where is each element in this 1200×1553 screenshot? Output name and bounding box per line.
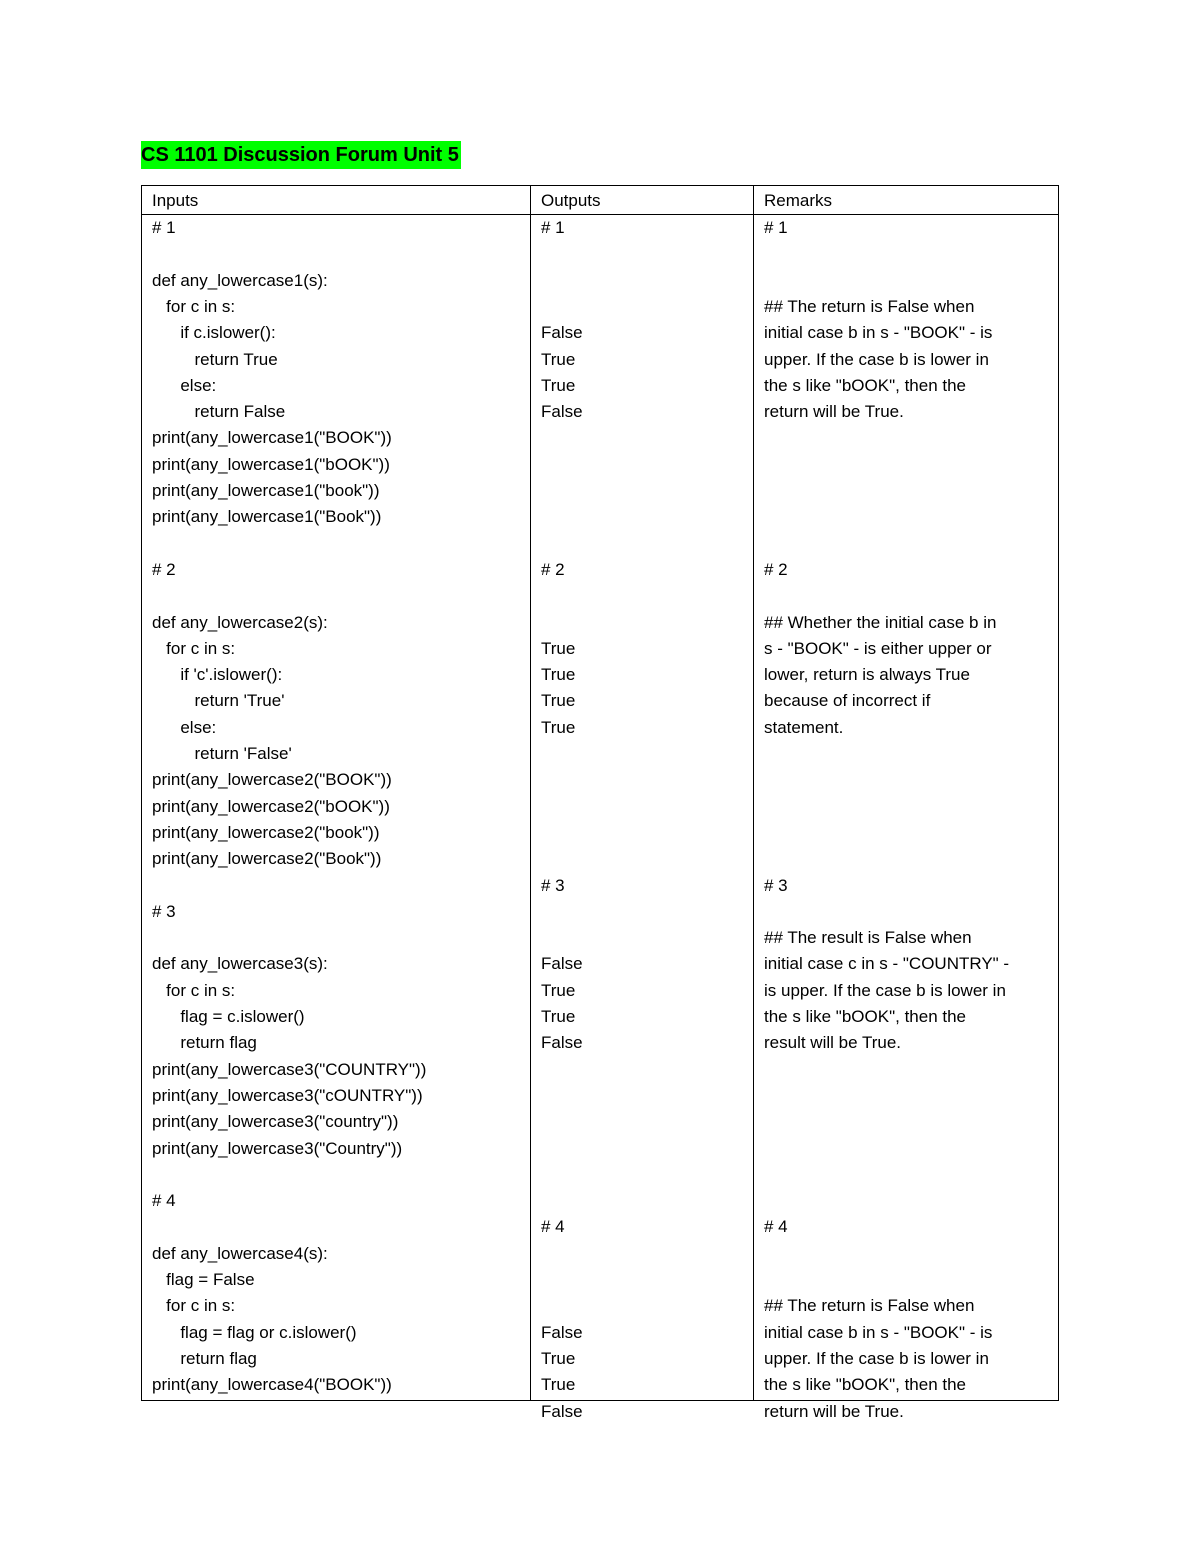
output-line: # 2 [541, 559, 565, 579]
input-code-line: if c.islower(): [152, 323, 276, 343]
input-code-line: print(any_lowercase3("Country")) [152, 1138, 403, 1158]
input-code-line: print(any_lowercase4("BOOK")) [152, 1375, 392, 1395]
remark-line: the s like "bOOK", then the [764, 1007, 967, 1026]
output-line: True [541, 1375, 576, 1395]
remark-line: # 1 [764, 218, 788, 237]
output-line: True [541, 980, 576, 1000]
input-code-line: print(any_lowercase1("Book")) [152, 507, 382, 527]
input-code-line: print(any_lowercase2("bOOK")) [152, 796, 390, 816]
input-code-line: print(any_lowercase2("Book")) [152, 849, 382, 869]
output-line: # 4 [541, 1217, 565, 1237]
input-code-line: return flag [152, 1348, 257, 1368]
input-code-line: # 4 [152, 1191, 176, 1211]
input-code-line: if 'c'.islower(): [152, 665, 283, 685]
remark-line: ## The return is False when [764, 1296, 975, 1316]
document-title: CS 1101 Discussion Forum Unit 5 [141, 141, 461, 169]
remark-line: initial case c in s - "COUNTRY" - [764, 954, 1010, 974]
output-line: True [541, 638, 576, 658]
input-code-line: print(any_lowercase3("cOUNTRY")) [152, 1085, 423, 1105]
remark-line: lower, return is always True [764, 665, 970, 685]
input-code-line: return False [152, 402, 286, 422]
remark-line: upper. If the case b is lower in [764, 1348, 989, 1368]
input-code-line: for c in s: [152, 980, 236, 1000]
remark-line: ## Whether the initial case b in [764, 612, 997, 632]
column-divider [753, 186, 754, 1400]
remark-line: the s like "bOOK", then the [764, 1375, 967, 1395]
header-remarks: Remarks [764, 191, 833, 210]
input-code-line: print(any_lowercase1("bOOK")) [152, 454, 390, 474]
remark-line: initial case b in s - "BOOK" - is [764, 1322, 993, 1342]
input-code-line: for c in s: [152, 1296, 236, 1316]
output-line: True [541, 691, 576, 711]
remark-line: # 2 [764, 559, 788, 579]
remark-line: is upper. If the case b is lower in [764, 980, 1006, 1000]
input-code-line: print(any_lowercase3("COUNTRY")) [152, 1059, 427, 1079]
header-outputs: Outputs [541, 191, 601, 210]
input-code-line: return 'True' [152, 691, 285, 711]
input-code-line: else: [152, 375, 217, 395]
input-code-line: for c in s: [152, 638, 236, 658]
input-code-line: return True [152, 349, 278, 369]
input-code-line: def any_lowercase4(s): [152, 1243, 328, 1263]
remark-line: return will be True. [764, 402, 904, 422]
input-code-line: def any_lowercase3(s): [152, 954, 328, 974]
output-line: False [541, 1322, 583, 1342]
input-code-line: flag = False [152, 1270, 255, 1289]
output-line: True [541, 349, 576, 369]
output-line: True [541, 665, 576, 685]
remark-line: ## The result is False when [764, 928, 972, 948]
input-code-line: def any_lowercase2(s): [152, 612, 328, 632]
remark-line: ## The return is False when [764, 296, 975, 316]
remark-line: the s like "bOOK", then the [764, 375, 967, 395]
remark-line: initial case b in s - "BOOK" - is [764, 323, 993, 343]
input-code-line: # 3 [152, 901, 176, 921]
output-line: False [541, 323, 583, 343]
input-code-line: print(any_lowercase1("book")) [152, 481, 380, 500]
output-line: True [541, 717, 576, 737]
header-inputs: Inputs [152, 191, 199, 210]
output-line: False [541, 1033, 583, 1053]
remark-line: because of incorrect if [764, 691, 931, 711]
input-code-line: # 1 [152, 218, 176, 237]
input-code-line: flag = flag or c.islower() [152, 1322, 357, 1342]
input-code-line: # 2 [152, 559, 176, 579]
remark-line: result will be True. [764, 1033, 901, 1053]
output-line: False [541, 1401, 583, 1421]
output-line: True [541, 1007, 576, 1026]
input-code-line: print(any_lowercase1("BOOK")) [152, 428, 392, 448]
input-code-line: print(any_lowercase3("country")) [152, 1112, 399, 1132]
input-code-line: for c in s: [152, 296, 236, 316]
remark-line: s - "BOOK" - is either upper or [764, 638, 992, 658]
output-line: True [541, 375, 576, 395]
remark-line: # 3 [764, 875, 788, 895]
input-code-line: return 'False' [152, 744, 292, 763]
input-code-line: flag = c.islower() [152, 1007, 305, 1026]
input-code-line: else: [152, 717, 217, 737]
remark-line: statement. [764, 717, 844, 737]
input-code-line: print(any_lowercase2("BOOK")) [152, 770, 392, 790]
header-divider [142, 214, 1058, 215]
column-divider [530, 186, 531, 1400]
input-code-line: def any_lowercase1(s): [152, 270, 328, 290]
remark-line: # 4 [764, 1217, 788, 1237]
remark-line: upper. If the case b is lower in [764, 349, 989, 369]
input-code-line: return flag [152, 1033, 257, 1053]
output-line: # 1 [541, 218, 565, 237]
output-line: False [541, 402, 583, 422]
remark-line: return will be True. [764, 1401, 904, 1421]
output-line: False [541, 954, 583, 974]
input-code-line: print(any_lowercase2("book")) [152, 822, 380, 842]
output-line: # 3 [541, 875, 565, 895]
code-table [141, 185, 1059, 1421]
output-line: True [541, 1348, 576, 1368]
